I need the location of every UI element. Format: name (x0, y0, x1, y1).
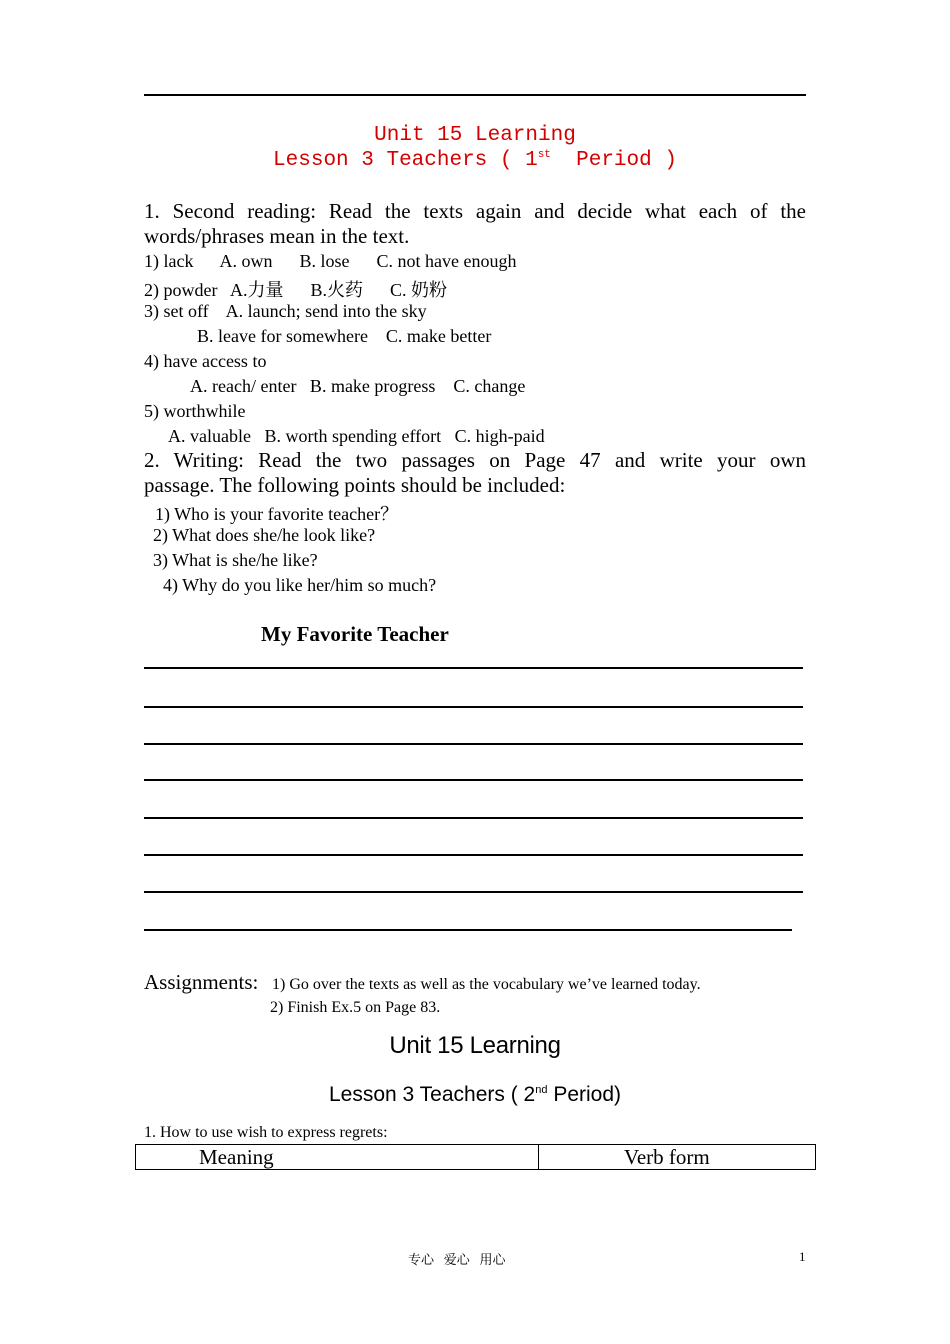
section2-heading-line2: passage. The following points should be included: (144, 473, 566, 497)
unit-title: Unit 15 Learning (374, 124, 576, 147)
footer-motto: 专心 爱心 用心 (408, 1252, 506, 1267)
lesson-title-2-text: Lesson 3 Teachers ( 2 (328, 1083, 536, 1106)
lesson-title-sup: st (537, 149, 551, 161)
writing-line[interactable] (144, 854, 803, 856)
page-number: 1 (799, 1249, 806, 1264)
vocab-item-options: B. leave for somewhere C. make better (197, 326, 492, 346)
writing-line[interactable] (144, 743, 803, 745)
writing-point: 4) Why do you like her/him so much? (163, 575, 437, 595)
writing-line[interactable] (144, 667, 803, 669)
assignments-label: Assignments: (144, 970, 259, 994)
essay-title: My Favorite Teacher (261, 622, 449, 646)
table-header-meaning: Meaning (136, 1145, 539, 1170)
vocab-item: 5) worthwhile (144, 401, 246, 421)
vocab-item: 3) set off A. launch; send into the sky (144, 301, 427, 321)
section1-heading-line2: words/phrases mean in the text. (144, 224, 410, 248)
writing-line[interactable] (144, 706, 803, 708)
vocab-item-options: A. reach/ enter B. make progress C. change (190, 376, 526, 396)
writing-line[interactable] (144, 817, 803, 819)
lesson-title-2-period: Period) (547, 1083, 622, 1106)
writing-line[interactable] (144, 891, 803, 893)
writing-line[interactable] (144, 929, 792, 931)
lesson-title-period: Period ) (550, 149, 677, 172)
table-header-row (136, 1145, 816, 1170)
writing-point: 3) What is she/he like? (153, 550, 318, 570)
assignment-item: 1) Go over the texts as well as the vocabulary we’ve learned today. (272, 976, 701, 993)
vocab-item-options: A. valuable B. worth spending effort C. high-paid (168, 426, 545, 446)
assignment-item: 2) Finish Ex.5 on Page 83. (270, 999, 441, 1016)
vocab-item: 4) have access to (144, 351, 267, 371)
writing-line[interactable] (144, 779, 803, 781)
lesson-title-2 (0, 1083, 950, 1107)
lesson-title-text: Lesson 3 Teachers ( 1 (273, 149, 538, 172)
table-header-verb-form: Verb form (539, 1145, 816, 1170)
section3-heading: 1. How to use wish to express regrets: (144, 1124, 388, 1141)
lesson-title-2-sup: nd (535, 1084, 548, 1096)
regrets-table (135, 1144, 816, 1170)
section2-heading-line1: 2. Writing: Read the two passages on Page 47 and write your own (144, 448, 806, 472)
writing-point: 1) Who is your favorite teacher？ (155, 504, 399, 524)
writing-point: 2) What does she/he look like? (153, 525, 376, 545)
section1-heading-line1: 1. Second reading: Read the texts again and decide what each of the (144, 199, 806, 223)
header-rule (144, 94, 806, 96)
unit-title-2: Unit 15 Learning (389, 1032, 561, 1059)
vocab-item: 1) lack A. own B. lose C. not have enough (144, 251, 517, 271)
vocab-item: 2) powder A.力量 B.火药 C. 奶粉 (144, 280, 447, 300)
lesson-title (0, 149, 950, 172)
